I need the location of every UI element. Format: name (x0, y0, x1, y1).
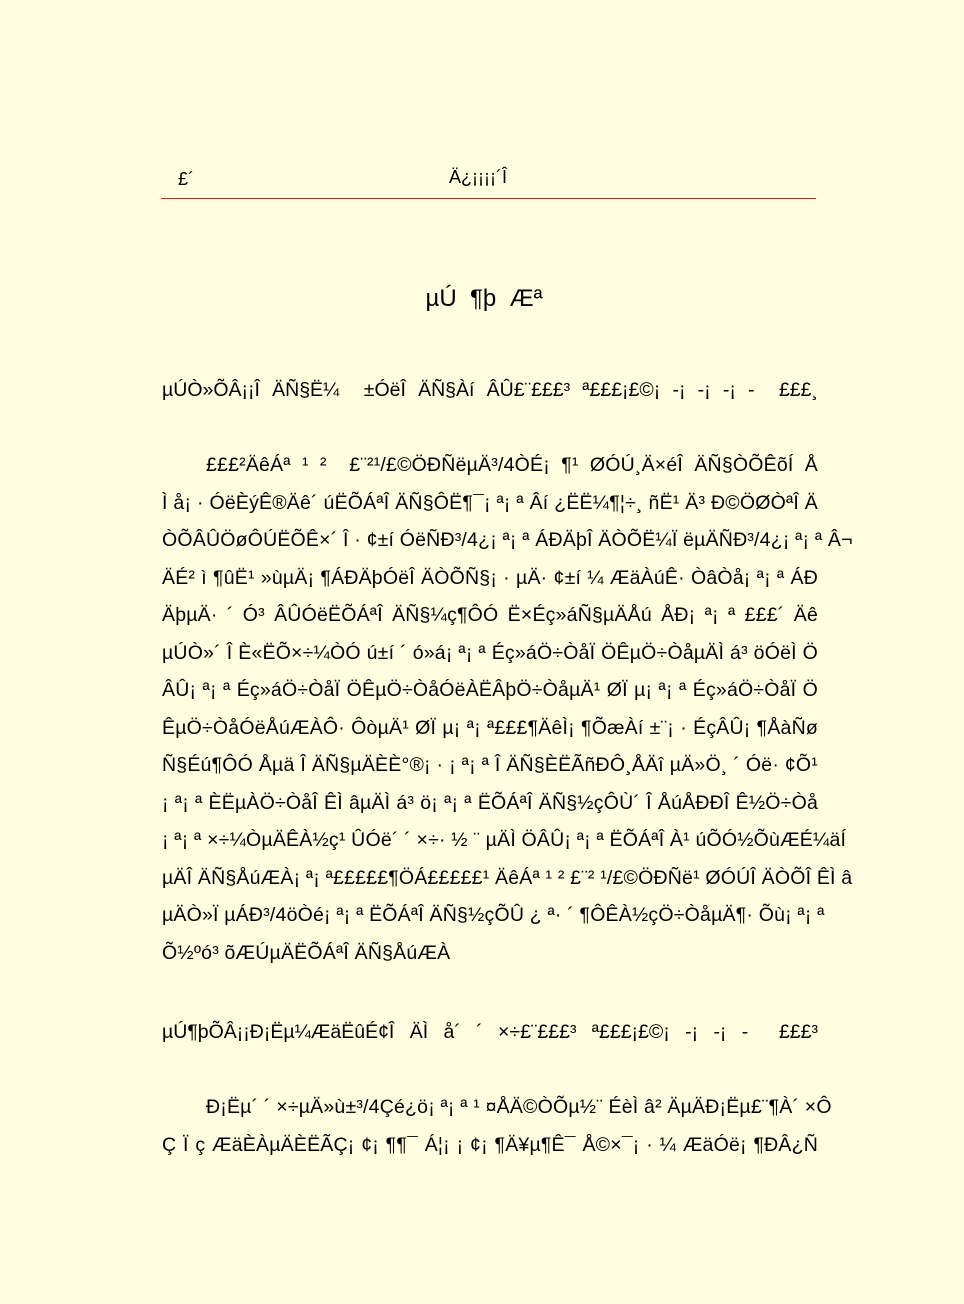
running-head (161, 166, 816, 196)
paragraph-line: ÂÛ¡ ª¡ ª Éç»áÖ÷ÒåÏ ÖÊµÖ÷ÒåÓëÀËÂþÖ÷ÒåµÄ¹ ØÏ µ¡ ª¡ ª Éç»áÖ÷ÒåÏ Ö (162, 679, 818, 701)
paragraph-line: Ñ§Éú¶ÔÓ Åµä Î ÄÑ§µÄÈÈ°®¡ · ¡ ª¡ ª Î ÄÑ§ÈËÃñÐÔ¸ÅÄî µÄ»Ö¸ ´ Óë· ¢Õ¹ (162, 754, 818, 776)
paragraph-line: ¡ ª¡ ª ×÷¼ÒµÄÊÀ½ç¹ ÛÓë´ ´ ×÷· ½ ¨ µÄÌ ÖÂÛ¡ ª¡ ª ËÕÁªÎ À¹ úÕÓ½ÕùÆÉ¼äÍ (162, 829, 847, 851)
section-heading-1: µÚÒ»ÕÂ¡¡Î ÄÑ§Ë¼ ±ÓëÎ ÄÑ§Àí ÂÛ£¨£££³ ª£££¡£©¡ -¡ -¡ -¡ - £££¸ (162, 379, 818, 401)
paragraph-line: £££²ÄêÁª ¹ ² £¨²¹/£©ÖÐÑëµÄ³/4ÒÉ¡ ¶¹ ØÓÚ¸Ä×éÎ ÄÑ§ÒÕÊõÍ Å (206, 454, 818, 476)
paragraph-line: µÄÎ ÄÑ§ÅúÆÀ¡ ª¡ ª£££££¶ÖÁ£££££¹ ÄêÁª ¹ ² £¨² ¹/£©ÖÐÑë¹ ØÓÚÎ ÄÒÕÎ ÊÌ â (162, 866, 853, 889)
paragraph-line: Ì å¡ · ÓëÈýÊ®Äê´ úËÕÁªÎ ÄÑ§ÔË¶¯¡ ª¡ ª Âí ¿ËË¼¶¦÷¸ ñË¹ Ä³ Ð©ÖØÒªÎ Ä (162, 491, 818, 514)
chapter-title: µÚ ¶þ Æª (425, 285, 543, 312)
paragraph-line: µÚÒ»´ Î È«ËÕ×÷¼ÒÓ ú±í ´ ó»á¡ ª¡ ª Éç»áÖ÷ÒåÏ ÖÊµÖ÷ÒåµÄÌ á³ öÓëÌ Ö (162, 641, 818, 664)
paragraph-line: Õ½ºó³ õÆÚµÄËÕÁªÎ ÄÑ§ÅúÆÀ (162, 941, 451, 964)
page-number: £´ (178, 169, 195, 189)
paragraph-line: ÄþµÄ· ´ Ó³ ÂÛÓëËÕÁªÎ ÄÑ§¼ç¶ÔÓ Ë×Éç»áÑ§µÄÅú ÅÐ¡ ª¡ ª £££´ Äê (162, 604, 818, 626)
paragraph-line: ÒÕÂÛÖøÔÚËÕÊ×´ Î · ¢±í ÓëÑÐ³/4¿¡ ª¡ ª ÁÐÄþÎ ÄÒÕË¼Ï ëµÄÑÐ³/4¿¡ ª¡ ª Â¬ (162, 529, 853, 551)
header-rule-divider (161, 198, 816, 199)
paragraph-2 (162, 1089, 832, 1164)
section-heading-2: µÚ¶þÕÂ¡¡Ð¡Ëµ¼ÆäËûÉ¢Î ÄÌ å´ ´ ×÷£¨£££³ ª£££¡£©¡ -¡ -¡ - £££³ (162, 1021, 818, 1043)
paragraph-line: µÄÒ»Ï µÁÐ³/4öÒé¡ ª¡ ª ËÕÁªÎ ÄÑ§½çÕÛ ¿ ª· ´ ¶ÔÊÀ½çÖ÷ÒåµÄ¶· Õù¡ ª¡ ª (162, 904, 825, 926)
running-title: Ä¿¡¡¡¡´Î (449, 167, 507, 187)
paragraph-line: Ð¡Ëµ´ ´ ×÷µÄ»ù±³/4Çé¿ö¡ ª¡ ª ¹ ¤ÅÄ©ÒÕµ½¨ ÉèÌ â² ÄµÄÐ¡Ëµ£¨¶À´ ×Ô (206, 1096, 832, 1118)
paragraph-line: ÄÉ² ì ¶ûË¹ »ùµÄ¡ ¶ÁÐÄþÓëÎ ÄÒÕÑ§¡ · µÄ· ¢±í ¼ ÆäÀúÊ· ÒâÒå¡ ª¡ ª ÁÐ (162, 566, 818, 589)
paragraph-line: ¡ ª¡ ª ÈËµÀÖ÷ÒåÎ ÊÌ âµÄÌ á³ ö¡ ª¡ ª ËÕÁªÎ ÄÑ§½çÔÙ´ Î ÅúÅÐÐÎ Ê½Ö÷Òå (162, 791, 818, 814)
paragraph-line: Ç Ï ç ÆäÈÀµÄÈËÃÇ¡ ¢¡ ¶¶¯ Á¦¡ ¡ ¢¡ ¶Ä¥µ¶Ê¯ Å©×¯¡ · ¼ ÆäÓë¡ ¶ÐÂ¿Ñ (162, 1133, 818, 1156)
paragraph-line: ÊµÖ÷ÒåÓëÅúÆÀÔ· ÔòµÄ¹ ØÏ µ¡ ª¡ ª£££¶ÄêÌ¡ ¶ÕæÀí ±¨¡ · ÉçÂÛ¡ ¶ÅàÑø (162, 716, 818, 739)
paragraph-1 (162, 447, 853, 972)
